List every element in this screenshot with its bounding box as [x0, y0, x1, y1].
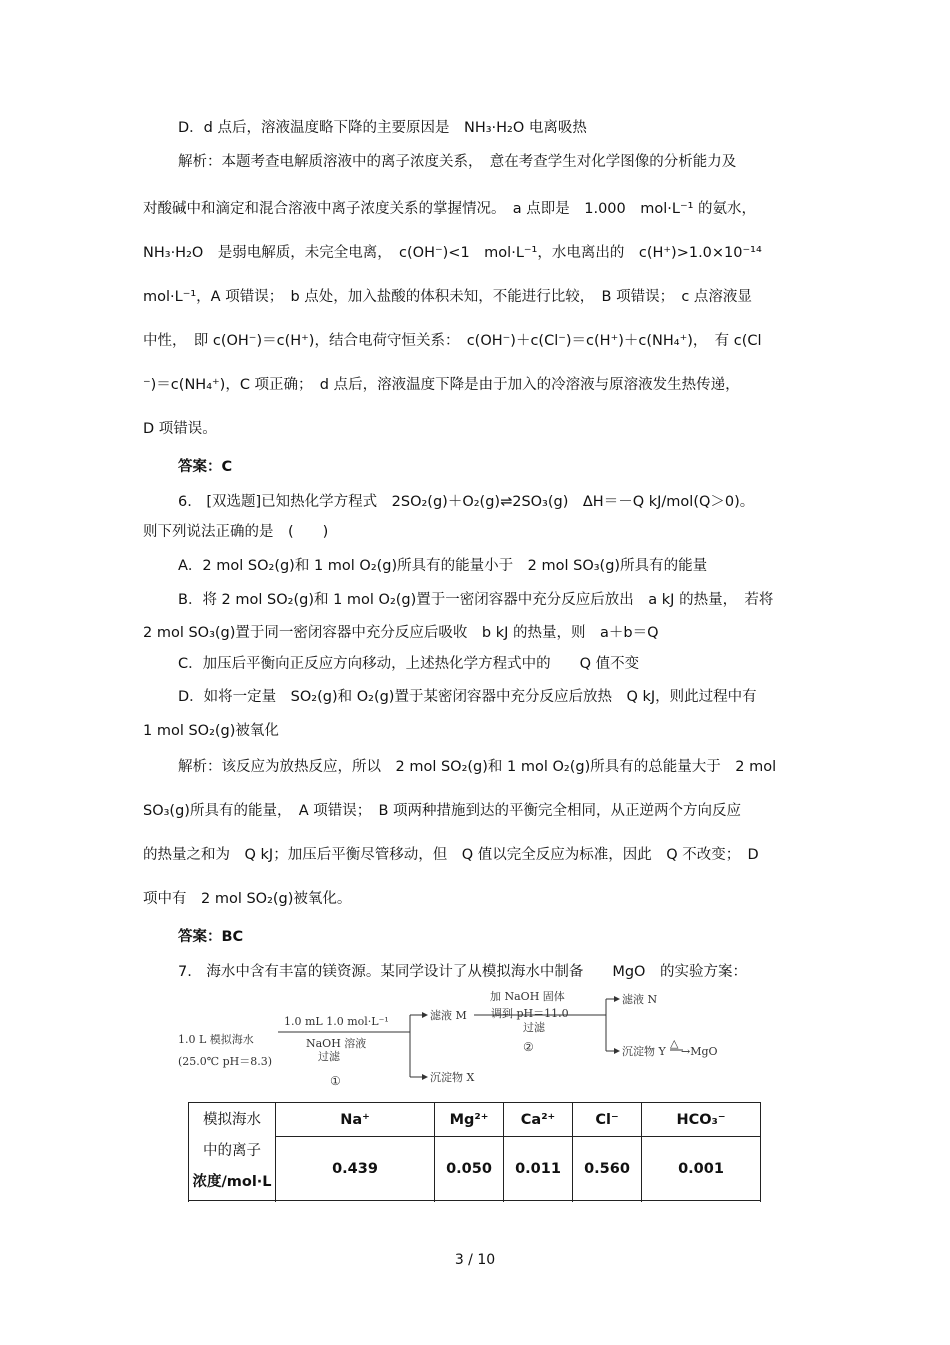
page-number: 3 / 10 [454, 1252, 496, 1268]
value-cl: 0.560 [573, 1137, 642, 1201]
option-d-line: D．d 点后，溶液温度略下降的主要原因是 NH₃·H₂O 电离吸热 [178, 120, 587, 136]
analysis-6-line-3: 的热量之和为 Q kJ；加压后平衡尽管移动，但 Q 值以完全反应为标准，因此 Q 不改变； D [143, 847, 759, 863]
table-header-line: 中的离子 [203, 1143, 261, 1159]
option-6b-2: 2 mol SO₃(g)置于同一密闭容器中充分反应后吸收 b kJ 的热量，则 a＋b＝Q [143, 625, 659, 641]
value-hco3: 0.001 [642, 1137, 761, 1201]
question-7-stem: 7. 海水中含有丰富的镁资源。某同学设计了从模拟海水中制备 MgO 的实验方案： [178, 964, 747, 980]
analysis-6-line-1: 解析：该反应为放热反应，所以 2 mol SO₂(g)和 1 mol O₂(g)所具有的总能量大于 2 mol [178, 759, 777, 775]
analysis-line-3: NH₃·H₂O 是弱电解质，未完全电离， c(OH⁻)<1 mol·L⁻¹，水电离出的 c(H⁺)>1.0×10⁻¹⁴ [143, 245, 762, 261]
diagram-step2-mid: 调到 pH＝11.0 [491, 1007, 569, 1020]
precipitate-x: 沉淀物 X [430, 1071, 475, 1084]
diagram-step1-num: ① [330, 1074, 341, 1088]
diagram-step1-mid: NaOH 溶液 [306, 1037, 367, 1050]
arrow-head-icon [422, 1074, 428, 1080]
arrow-head-icon [614, 1048, 620, 1054]
value-na: 0.439 [276, 1137, 435, 1201]
diagram-step2-bot: 过滤 [523, 1021, 545, 1034]
filtrate-m: 滤液 M [430, 1009, 467, 1022]
table-header-line: 浓度/mol·L [192, 1174, 272, 1190]
answer-5: 答案：C [178, 459, 233, 475]
filtrate-n: 滤液 N [622, 993, 658, 1006]
diagram-start-2: (25.0℃ pH＝8.3) [178, 1055, 273, 1068]
answer-6: 答案：BC [178, 929, 244, 945]
diagram-step1-top: 1.0 mL 1.0 mol·L⁻¹ [284, 1015, 389, 1028]
process-flow-diagram [178, 985, 738, 1095]
product-mgo: →MgO [681, 1045, 718, 1058]
ion-concentration-table [188, 1102, 761, 1201]
precipitate-y: 沉淀物 Y [622, 1045, 666, 1058]
option-6d-2: 1 mol SO₂(g)被氧化 [143, 723, 279, 739]
ion-header-ca: Ca²⁺ [504, 1103, 573, 1137]
option-6c: C．加压后平衡向正反应方向移动，上述热化学方程式中的 Q 值不变 [178, 656, 640, 672]
arrow-head-icon [422, 1012, 428, 1018]
question-6-stem: 6. [双选题]已知热化学方程式 2SO₂(g)＋O₂(g)⇌2SO₃(g) ΔH＝－Q kJ/mol(Q＞0)。 [178, 494, 755, 510]
table-row-header [189, 1103, 276, 1201]
analysis-line-2: 对酸碱中和滴定和混合溶液中离子浓度关系的掌握情况。 a 点即是 1.000 mol·L⁻¹ 的氨水， [143, 201, 757, 217]
option-6b-1: B．将 2 mol SO₂(g)和 1 mol O₂(g)置于一密闭容器中充分反应后放出 a kJ 的热量， 若将 [178, 592, 774, 608]
diagram-step2-top: 加 NaOH 固体 [490, 990, 565, 1003]
analysis-6-line-2: SO₃(g)所具有的能量， A 项错误； B 项两种措施到达的平衡完全相同，从正逆两个方向反应 [143, 803, 742, 819]
analysis-line-4: mol·L⁻¹，A 项错误； b 点处，加入盐酸的体积未知，不能进行比较， B 项错误； c 点溶液显 [143, 289, 752, 305]
question-6-prompt: 则下列说法正确的是 ( ) [143, 524, 329, 540]
option-6a: A．2 mol SO₂(g)和 1 mol O₂(g)所具有的能量小于 2 mol SO₃(g)所具有的能量 [178, 558, 708, 574]
ion-header-hco3: HCO₃⁻ [642, 1103, 761, 1137]
analysis-line-5: 中性， 即 c(OH⁻)＝c(H⁺)，结合电荷守恒关系： c(OH⁻)＋c(Cl⁻)＝c(H⁺)＋c(NH₄⁺)， 有 c(Cl [143, 333, 762, 349]
heat-symbol: △ [670, 1037, 679, 1050]
analysis-line-7: D 项错误。 [143, 421, 217, 437]
ion-header-mg: Mg²⁺ [435, 1103, 504, 1137]
table-header-line: 模拟海水 [203, 1112, 261, 1128]
diagram-step2-num: ② [523, 1040, 534, 1054]
diagram-start-1: 1.0 L 模拟海水 [178, 1033, 254, 1046]
analysis-line-1: 解析：本题考查电解质溶液中的离子浓度关系， 意在考查学生对化学图像的分析能力及 [178, 154, 737, 170]
value-ca: 0.011 [504, 1137, 573, 1201]
analysis-6-line-4: 项中有 2 mol SO₂(g)被氧化。 [143, 891, 352, 907]
analysis-line-6: ⁻)＝c(NH₄⁺)，C 项正确； d 点后，溶液温度下降是由于加入的冷溶液与原溶液发生热传递， [143, 377, 740, 393]
arrow-head-icon [614, 996, 620, 1002]
option-6d-1: D．如将一定量 SO₂(g)和 O₂(g)置于某密闭容器中充分反应后放热 Q kJ，则此过程中有 [178, 689, 757, 705]
diagram-step1-bot: 过滤 [318, 1050, 340, 1063]
ion-header-na: Na⁺ [276, 1103, 435, 1137]
value-mg: 0.050 [435, 1137, 504, 1201]
ion-header-cl: Cl⁻ [573, 1103, 642, 1137]
